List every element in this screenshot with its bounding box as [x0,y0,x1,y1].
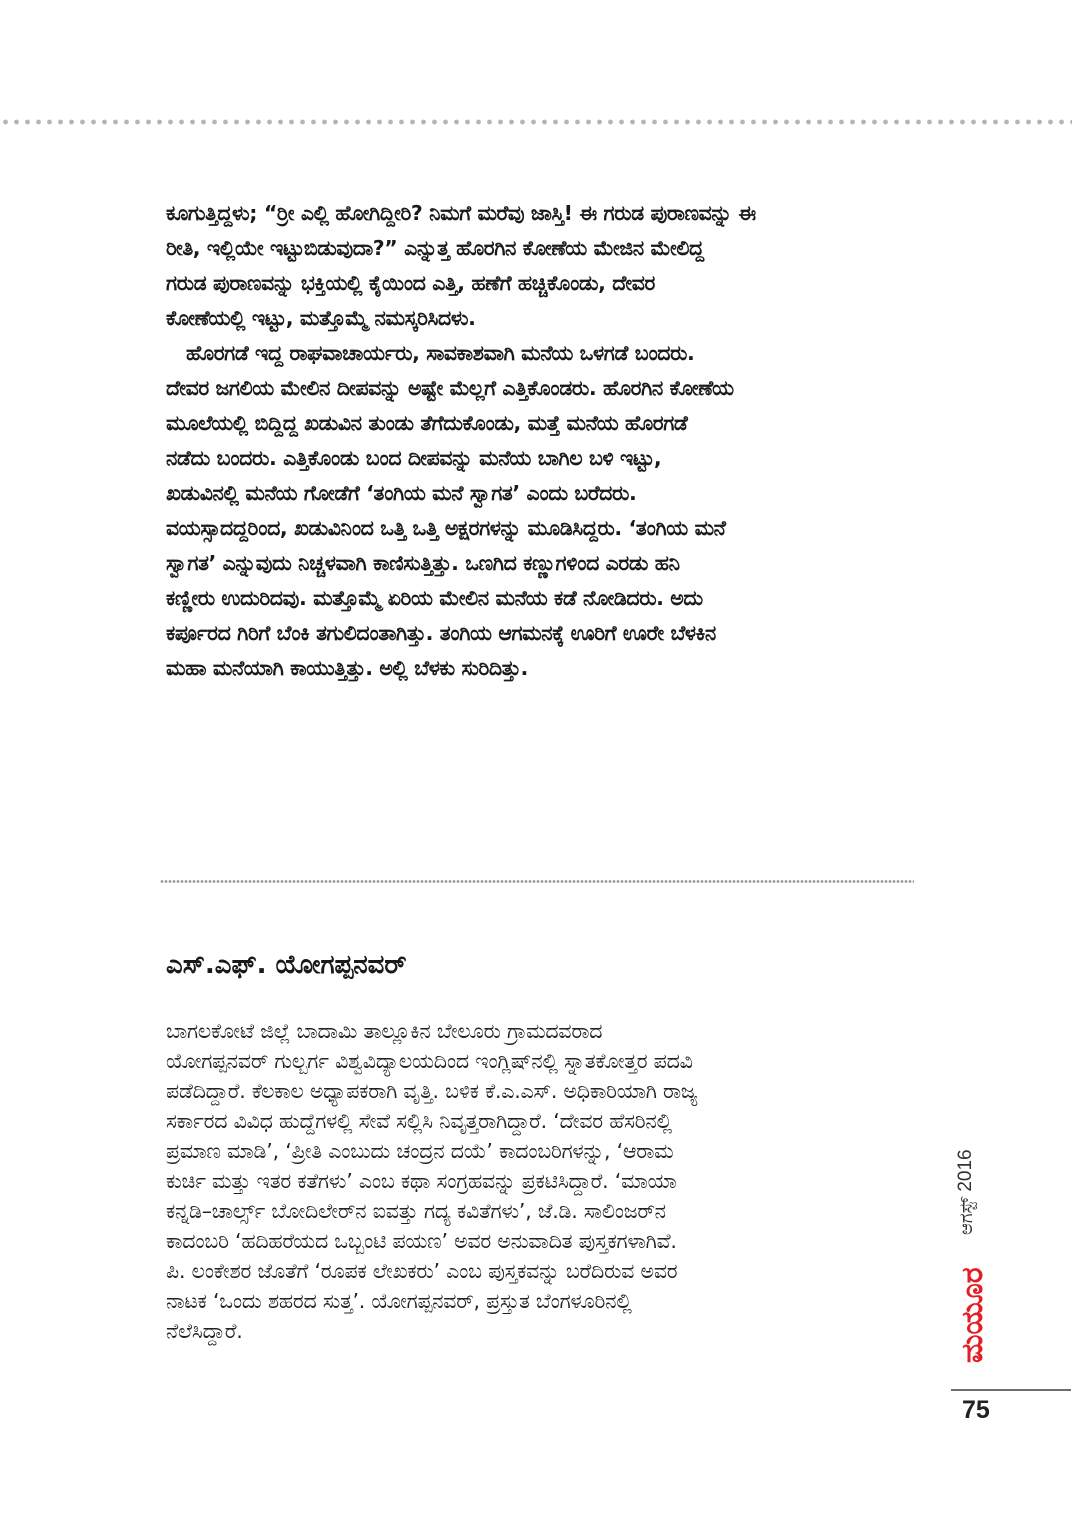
story-line: ಕೋಣೆಯಲ್ಲಿ ಇಟ್ಟು, ಮತ್ತೊಮ್ಮೆ ನಮಸ್ಕರಿಸಿದಳು. [166,306,476,330]
issue-month: ಆಗಸ್ಟ್ [956,1196,976,1235]
story-line: ನಡೆದು ಬಂದರು. ಎತ್ತಿಕೊಂಡು ಬಂದ ದೀಪವನ್ನು ಮನೆಯ ಬಾಗಿಲ ಬಳಿ ಇಟ್ಟು, [166,446,662,470]
story-line: ಮೂಲೆಯಲ್ಲಿ ಬಿದ್ದಿದ್ದ ಖಡುವಿನ ತುಂಡು ತೆಗೆದುಕೊಂಡು, ಮತ್ತೆ ಮನೆಯ ಹೊರಗಡೆ [166,411,688,435]
story-line: ಗರುಡ ಪುರಾಣವನ್ನು ಭಕ್ತಿಯಲ್ಲಿ ಕೈಯಿಂದ ಎತ್ತಿ, ಹಣೆಗೆ ಹಚ್ಚಿಕೊಂಡು, ದೇವರ [166,271,655,295]
issue-year: 2016 [955,1149,976,1192]
story-excerpt [166,196,914,686]
story-line: ಸ್ವಾಗತ’ ಎನ್ನುವುದು ನಿಚ್ಚಳವಾಗಿ ಕಾಣಿಸುತ್ತಿತ್ತು. ಒಣಗಿದ ಕಣ್ಣುಗಳಿಂದ ಎರಡು ಹನಿ [166,551,680,575]
bio-line: ಪಡೆದಿದ್ದಾರೆ. ಕೆಲಕಾಲ ಅಧ್ಯಾಪಕರಾಗಿ ವೃತ್ತಿ. ಬಳಿಕ ಕೆ.ಎ.ಎಸ್. ಅಧಿಕಾರಿಯಾಗಿ ರಾಜ್ಯ [166,1079,698,1103]
bio-line: ಸರ್ಕಾರದ ವಿವಿಧ ಹುದ್ದೆಗಳಲ್ಲಿ ಸೇವೆ ಸಲ್ಲಿಸಿ ನಿವೃತ್ತರಾಗಿದ್ದಾರೆ. ‘ದೇವರ ಹೆಸರಿನಲ್ಲಿ [166,1109,672,1133]
story-line: ಹೊರಗಡೆ ಇದ್ದ ರಾಘವಾಚಾರ್ಯರು, ಸಾವಕಾಶವಾಗಿ ಮನೆಯ ಒಳಗಡೆ ಬಂದರು. [186,341,695,365]
story-line: ಕಣ್ಣೀರು ಉದುರಿದವು. ಮತ್ತೊಮ್ಮೆ ಏರಿಯ ಮೇಲಿನ ಮನೆಯ ಕಡೆ ನೋಡಿದರು. ಅದು [166,586,703,610]
bio-line: ಬಾಗಲಕೋಟೆ ಜಿಲ್ಲೆ ಬಾದಾಮಿ ತಾಲ್ಲೂಕಿನ ಬೇಲೂರು ಗ್ರಾಮದವರಾದ [166,1019,603,1043]
story-line: ಕೂಗುತ್ತಿದ್ದಳು; “ರ್‍ರೀ ಎಲ್ಲಿ ಹೋಗಿದ್ದೀರಿ? ನಿಮಗೆ ಮರೆವು ಜಾಸ್ತಿ! ಈ ಗರುಡ ಪುರಾಣವನ್ನು ಈ [166,201,756,225]
author-bio [166,1016,926,1346]
magazine-logo: ಮಯೂರ [955,1267,990,1363]
page-number: 75 [962,1396,990,1424]
bio-line: ಕಾದಂಬರಿ ‘ಹದಿಹರೆಯದ ಒಬ್ಬಂಟಿ ಪಯಣ’ ಅವರ ಅನುವಾದಿತ ಪುಸ್ತಕಗಳಾಗಿವೆ. [166,1229,677,1253]
bio-line: ನೆಲೆಸಿದ್ದಾರೆ. [166,1319,243,1343]
bio-line: ಯೋಗಪ್ಪನವರ್ ಗುಲ್ಬರ್ಗ ವಿಶ್ವವಿದ್ಯಾಲಯದಿಂದ ಇಂಗ್ಲಿಷ್‌ನಲ್ಲಿ ಸ್ನಾತಕೋತ್ತರ ಪದವಿ [166,1049,693,1073]
section-divider [160,879,914,884]
story-line: ದೇವರ ಜಗಲಿಯ ಮೇಲಿನ ದೀಪವನ್ನು ಅಷ್ಟೇ ಮೆಲ್ಲಗೆ ಎತ್ತಿಕೊಂಡರು. ಹೊರಗಿನ ಕೋಣೆಯ [166,376,734,400]
bio-line: ಪ್ರಮಾಣ ಮಾಡಿ’, ‘ಪ್ರೀತಿ ಎಂಬುದು ಚಂದ್ರನ ದಯೆ’ ಕಾದಂಬರಿಗಳನ್ನು, ‘ಆರಾಮ [166,1139,674,1163]
bio-line: ನಾಟಕ ‘ಒಂದು ಶಹರದ ಸುತ್ತ’. ಯೋಗಪ್ಪನವರ್, ಪ್ರಸ್ತುತ ಬೆಂಗಳೂರಿನಲ್ಲಿ [166,1289,632,1313]
bio-line: ಕನ್ನಡಿ–ಚಾರ್ಲ್ಸ್ ಬೋದಿಲೇರ್‌ನ ಐವತ್ತು ಗದ್ಯ ಕವಿತೆಗಳು’, ಜೆ.ಡಿ. ಸಾಲಿಂಜರ್‌ನ [166,1199,666,1223]
story-line: ರೀತಿ, ಇಲ್ಲಿಯೇ ಇಟ್ಟುಬಿಡುವುದಾ?” ಎನ್ನುತ್ತ ಹೊರಗಿನ ಕೋಣೆಯ ಮೇಜಿನ ಮೇಲಿದ್ದ [166,236,704,260]
bio-line: ಕುರ್ಚಿ ಮತ್ತು ಇತರ ಕತೆಗಳು’ ಎಂಬ ಕಥಾ ಸಂಗ್ರಹವನ್ನು ಪ್ರಕಟಿಸಿದ್ದಾರೆ. ‘ಮಾಯಾ [166,1169,677,1193]
story-line: ಕರ್ಪೂರದ ಗಿರಿಗೆ ಬೆಂಕಿ ತಗುಲಿದಂತಾಗಿತ್ತು. ತಂಗಿಯ ಆಗಮನಕ್ಕೆ ಊರಿಗೆ ಊರೇ ಬೆಳಕಿನ [166,621,716,645]
story-line: ಖಡುವಿನಲ್ಲಿ ಮನೆಯ ಗೋಡೆಗೆ ‘ತಂಗಿಯ ಮನೆ ಸ್ವಾಗತ’ ಎಂದು ಬರೆದರು. [166,481,637,505]
issue-date [955,1125,991,1235]
author-name: ಎಸ್.ಎಫ್. ಯೋಗಪ್ಪನವರ್ [166,950,407,980]
folio-strip [955,1125,991,1380]
story-line: ವಯಸ್ಸಾದದ್ದರಿಂದ, ಖಡುವಿನಿಂದ ಒತ್ತಿ ಒತ್ತಿ ಅಕ್ಷರಗಳನ್ನು ಮೂಡಿಸಿದ್ದರು. ‘ತಂಗಿಯ ಮನೆ [166,516,726,540]
top-dotted-rule [0,118,1072,126]
folio-rule [951,1389,1071,1391]
bio-line: ಪಿ. ಲಂಕೇಶರ ಜೊತೆಗೆ ‘ರೂಪಕ ಲೇಖಕರು’ ಎಂಬ ಪುಸ್ತಕವನ್ನು ಬರೆದಿರುವ ಅವರ [166,1259,678,1283]
story-line: ಮಹಾ ಮನೆಯಾಗಿ ಕಾಯುತ್ತಿತ್ತು. ಅಲ್ಲಿ ಬೆಳಕು ಸುರಿದಿತ್ತು. [166,656,528,680]
